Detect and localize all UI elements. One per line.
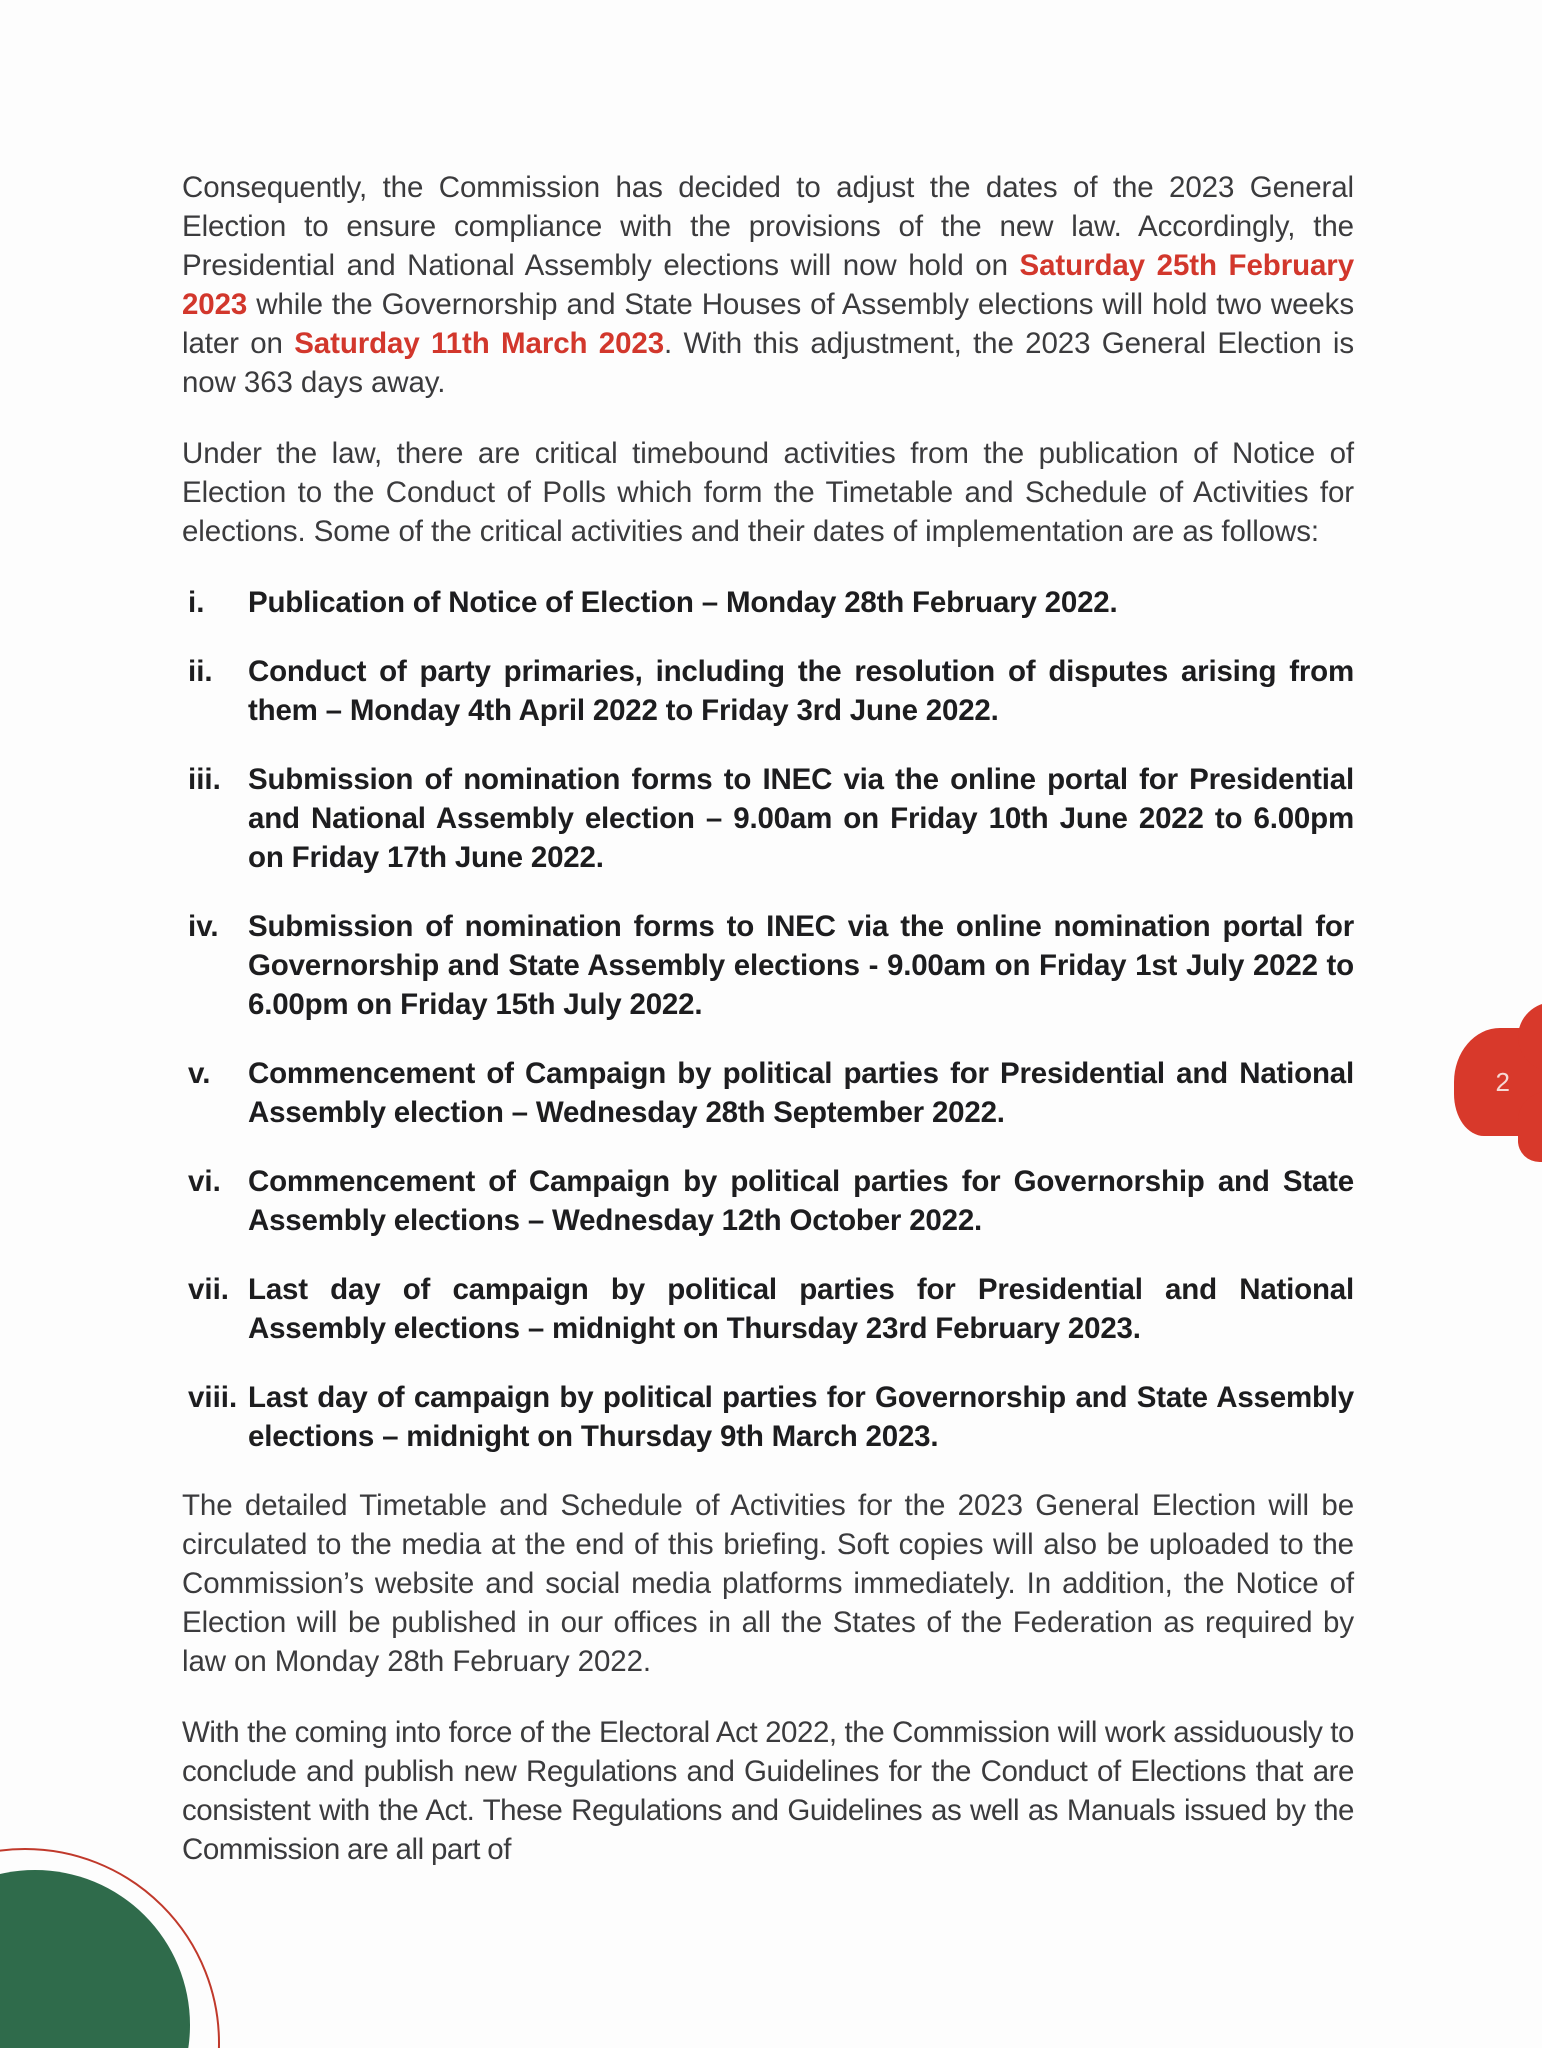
paragraph-1-segment-2: while the Governorship and State Houses of Assembly elections will hold two weeks later on — [182, 288, 1354, 360]
list-item — [182, 760, 1354, 877]
list-marker: iii. — [188, 763, 221, 796]
activities-list — [182, 583, 1354, 1456]
list-item-text: Conduct of party primaries, including the resolution of disputes arising from them – Monday 4th April 2022 to Friday 3rd June 2022. — [248, 655, 1354, 727]
paragraph-electoral-act-regulations: With the coming into force of the Electoral Act 2022, the Commission will work assiduously to conclude and publish new Regulations and Guidelines for the Conduct of Elections that are consistent with the Act. These Regulations and Guidelines as well as Manuals issued by the Commission are all part of — [182, 1716, 1354, 1866]
paragraph-timetable-circulation: The detailed Timetable and Schedule of Activities for the 2023 General Election will be circulated to the media at the end of this briefing. Soft copies will also be uploaded to the Commission’s website and social media platforms immediately. In addition, the Notice of Election will be published in our offices in all the States of the Federation as required by law on Monday 28th February 2022. — [182, 1489, 1354, 1678]
list-marker: i. — [188, 586, 205, 619]
list-marker: ii. — [188, 655, 213, 688]
list-marker: v. — [188, 1057, 211, 1090]
list-marker: viii. — [188, 1381, 238, 1414]
page-number-tab — [1454, 1028, 1542, 1136]
paragraph-1-segment-3: . With this adjustment, the 2023 General Election is now 363 days away. — [182, 327, 1354, 399]
paragraph-1-segment-1: Consequently, the Commission has decided to adjust the dates of the 2023 General Election to ensure compliance with the provisions of the new law. Accordingly, the Presidential and National Assembly elections will now hold on — [182, 171, 1354, 282]
list-item-text: Publication of Notice of Election – Monday 28th February 2022. — [248, 586, 1118, 619]
list-item — [182, 652, 1354, 730]
list-item-text: Commencement of Campaign by political parties for Governorship and State Assembly elections – Wednesday 12th October 2022. — [248, 1165, 1354, 1237]
highlight-governorship-election-date: Saturday 11th March 2023 — [294, 327, 665, 360]
page-number-label: 2 — [1495, 1066, 1511, 1097]
list-item-text: Submission of nomination forms to INEC via the online nomination portal for Governorship and State Assembly elections - 9.00am on Friday 1st July 2022 to 6.00pm on Friday 15th July 2022. — [248, 910, 1354, 1021]
list-item-text: Submission of nomination forms to INEC via the online portal for Presidential and National Assembly election – 9.00am on Friday 10th June 2022 to 6.00pm on Friday 17th June 2022. — [248, 763, 1354, 874]
document-content — [182, 168, 1354, 1901]
list-marker: vii. — [188, 1273, 229, 1306]
list-item-text: Last day of campaign by political parties for Presidential and National Assembly elections – midnight on Thursday 23rd February 2023. — [248, 1273, 1354, 1345]
list-item — [182, 583, 1354, 622]
list-item — [182, 1378, 1354, 1456]
list-item — [182, 1270, 1354, 1348]
paragraph-timebound-activities: Under the law, there are critical timebound activities from the publication of Notice of Election to the Conduct of Polls which form the Timetable and Schedule of Activities for elections. Some of the critical activities and their dates of implementation are as follows: — [182, 437, 1354, 548]
list-item-text: Last day of campaign by political parties for Governorship and State Assembly elections – midnight on Thursday 9th March 2023. — [248, 1381, 1354, 1453]
list-marker: vi. — [188, 1165, 221, 1198]
highlight-presidential-election-date: Saturday 25th February 2023 — [182, 249, 1354, 321]
list-item — [182, 1054, 1354, 1132]
list-item — [182, 1162, 1354, 1240]
list-marker: iv. — [188, 910, 219, 943]
list-item — [182, 907, 1354, 1024]
paragraph-adjustment-of-dates — [182, 168, 1354, 402]
list-item-text: Commencement of Campaign by political parties for Presidential and National Assembly election – Wednesday 28th September 2022. — [248, 1057, 1354, 1129]
